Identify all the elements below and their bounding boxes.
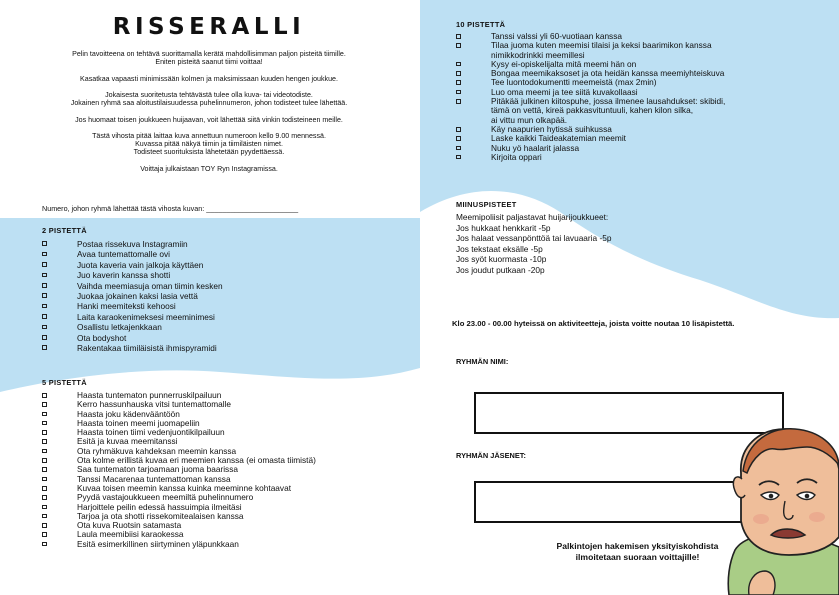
task-label: Esitä esimerkillinen siirtyminen yläpunkkaan	[77, 538, 239, 549]
minus-line: Jos joudut putkaan -20p	[456, 264, 545, 275]
prize-note	[520, 541, 755, 563]
task-label: Käy naapurien hytissä suihkussa	[491, 123, 612, 134]
checkbox[interactable]	[42, 262, 47, 267]
task-label: Harjoittele peilin edessä hassuimpia ilmeitäsi	[77, 501, 242, 512]
checkbox[interactable]	[42, 439, 47, 444]
checkbox[interactable]	[42, 532, 47, 537]
intro-line: Tästä vihosta pitää laittaa kuva annettuun numeroon kello 9.00 mennessä.	[92, 131, 326, 140]
task-label: Hanki meemiteksti kehoosi	[77, 301, 176, 312]
checkbox[interactable]	[42, 241, 47, 246]
task-label: Pitäkää julkinen kiitospuhe, jossa ilmenee lausahdukset: skibidi,	[491, 96, 726, 107]
checkbox[interactable]	[456, 80, 461, 85]
task-label: Saa tuntematon tarjoamaan juoma baarissa	[77, 464, 238, 475]
prize-line: Palkintojen hakemisen yksityiskohdista	[556, 541, 719, 551]
minus-line: Jos tekstaat eksälle -5p	[456, 243, 543, 254]
intro-line: Kasatkaa vapaasti minimissään kolmen ja maksimissaan kuuden hengen joukkue.	[80, 74, 338, 83]
task-label: Avaa tuntemattomalle ovi	[77, 249, 171, 260]
task-label: Kysy ei-opiskelijalta mitä meemi hän on	[491, 58, 637, 69]
intro-text	[30, 50, 388, 181]
checkbox[interactable]	[42, 325, 47, 330]
task-item	[456, 97, 725, 125]
five-points-list	[42, 391, 316, 549]
task-item	[42, 540, 316, 549]
checkbox[interactable]	[456, 136, 461, 141]
checkbox[interactable]	[456, 43, 461, 48]
checkbox[interactable]	[42, 486, 47, 491]
task-label: Tee luontodokumentti meemeistä (max 2min)	[491, 77, 657, 88]
checkbox[interactable]	[456, 71, 461, 76]
task-label: Tanssi valssi yli 60-vuotiaan kanssa	[491, 31, 622, 41]
checkbox[interactable]	[42, 412, 47, 417]
intro-line: Todisteet suorituksista lähetetään pyydettäessä.	[133, 148, 285, 157]
task-label: Pyydä vastajoukkueen meemiltä puhelinnumero	[77, 492, 254, 503]
task-label: Osallistu letkajenkkaan	[77, 322, 162, 333]
task-label: Ota kuva Ruotsin satamasta	[77, 520, 182, 531]
intro-line: Jokainen ryhmä saa aloitustilaisuudessa puhelinnumeron, johon todisteet tulee lähettää.	[70, 99, 348, 108]
activity-note: Klo 23.00 - 00.00 hyteissä on aktiviteetteja, joista voitte noutaa 10 lisäpistettä.	[452, 319, 735, 328]
checkbox[interactable]	[42, 514, 47, 519]
task-label-cont: tämä on vettä, kireä pakkasvituntuuli, kahen kilon silka,	[491, 105, 693, 116]
task-label: Postaa rissekuva Instagramiin	[77, 239, 188, 249]
task-label: Haasta toinen meemi juomapeliin	[77, 417, 200, 428]
task-label: Juokaa jokainen kaksi lasia vettä	[77, 291, 198, 302]
task-item	[42, 260, 223, 270]
checkbox[interactable]	[42, 458, 47, 463]
intro-line: Pelin tavoitteena on tehtävä suorittamalla kerätä mahdollisimman paljon pisteitä tiimille.	[72, 50, 346, 58]
checkbox[interactable]	[42, 467, 47, 472]
task-item	[42, 281, 223, 291]
task-item	[42, 322, 223, 332]
task-item	[456, 153, 725, 162]
task-label: Luo oma meemi ja tee siitä kuvakollaasi	[491, 86, 638, 97]
checkbox[interactable]	[456, 146, 461, 151]
task-label: Juo kaverin kanssa shotti	[77, 270, 171, 281]
task-label: Tanssi Macarenaa tuntemattoman kanssa	[77, 473, 231, 484]
checkbox[interactable]	[42, 505, 47, 510]
task-item	[42, 343, 223, 353]
checkbox[interactable]	[456, 127, 461, 132]
task-label: Kerro hassunhauska vitsi tuntemattomalle	[77, 399, 232, 410]
checkbox[interactable]	[42, 345, 47, 350]
checkbox[interactable]	[456, 62, 461, 67]
checkbox[interactable]	[42, 335, 47, 340]
checkbox[interactable]	[42, 252, 47, 257]
task-label-cont: nimikkodrinkki meemillesi	[491, 49, 585, 60]
task-label: Tilaa juoma kuten meemisi tilaisi ja keksi baarimikon kanssa	[491, 40, 712, 51]
checkbox[interactable]	[42, 314, 47, 319]
checkbox[interactable]	[42, 402, 47, 407]
task-item	[456, 41, 725, 60]
checkbox[interactable]	[42, 293, 47, 298]
checkbox[interactable]	[42, 542, 47, 547]
checkbox[interactable]	[456, 99, 461, 104]
task-label: Ota kolme erillistä kuvaa eri meemien kanssa (ei omasta tiimistä)	[77, 455, 316, 466]
task-label: Laula meemibiisi karaokessa	[77, 529, 184, 540]
task-item	[42, 291, 223, 301]
phone-number-line: Numero, johon ryhmä lähettää tästä vihosta kuvan: _______________________	[42, 204, 299, 213]
checkbox[interactable]	[42, 477, 47, 482]
task-label: Haasta tuntematon punnerruskilpailuun	[77, 390, 222, 400]
task-item	[42, 333, 223, 343]
task-label: Ota bodyshot	[77, 332, 127, 343]
five-points-heading: 5 PISTETTÄ	[42, 378, 87, 387]
task-item	[42, 270, 223, 280]
task-label: Bongaa meemikaksoset ja ota heidän kanssa meemiyhteiskuva	[491, 68, 725, 79]
intro-line: Jos huomaat toisen joukkueen huijaavan, voit lähettää siitä vinkin todisteineen meille.	[75, 115, 343, 124]
task-label: Haasta joku kädenvääntöön	[77, 408, 180, 419]
intro-line: Jokaisesta suoritetusta tehtävästä tulee olla kuva- tai videotodiste.	[105, 90, 313, 99]
task-label: Laske kaikki Taideakatemian meemit	[491, 133, 626, 144]
checkbox[interactable]	[456, 155, 461, 160]
intro-line: Voittaja julkaistaan TOY Ryn Instagramissa.	[140, 164, 278, 173]
minus-line: Jos syöt kuormasta -10p	[456, 254, 547, 265]
intro-line: Kuvassa pitää näkyä tiimin ja tiimiläisten nimet.	[135, 140, 283, 149]
checkbox[interactable]	[456, 90, 461, 95]
task-label: Laita karaokenimeksesi meeminimesi	[77, 311, 215, 322]
checkbox[interactable]	[42, 449, 47, 454]
two-points-heading: 2 PISTETTÄ	[42, 226, 87, 235]
task-label: Kuvaa toisen meemin kanssa kuinka meeminne kohtaavat	[77, 482, 291, 493]
minus-points-list	[456, 212, 611, 276]
checkbox[interactable]	[42, 304, 47, 309]
task-item	[42, 301, 223, 311]
task-label-cont: ai vittu mun olkapää.	[491, 114, 568, 125]
ten-points-list	[456, 32, 725, 162]
prize-line: ilmoitetaan suoraan voittajille!	[575, 552, 700, 562]
checkbox[interactable]	[456, 34, 461, 39]
checkbox[interactable]	[42, 393, 47, 398]
checkbox[interactable]	[42, 273, 47, 278]
two-points-list	[42, 239, 223, 353]
task-label: Tarjoa ja ota shotti rissekomitealaisen kanssa	[77, 510, 244, 521]
checkbox[interactable]	[42, 523, 47, 528]
crying-baby-meme-illustration	[725, 425, 839, 595]
checkbox[interactable]	[42, 421, 47, 426]
task-item	[42, 249, 223, 259]
checkbox[interactable]	[42, 283, 47, 288]
team-name-label: RYHMÄN NIMI:	[456, 357, 509, 366]
page-title: RISSERALLI	[112, 14, 306, 40]
minus-line: Meemipoliisit paljastavat huijarijoukkueet:	[456, 212, 609, 222]
task-item	[42, 239, 223, 249]
team-members-label: RYHMÄN JÄSENET:	[456, 451, 526, 460]
checkbox[interactable]	[42, 495, 47, 500]
ten-points-heading: 10 PISTETTÄ	[456, 20, 506, 29]
intro-line: Eniten pisteitä saanut tiimi voittaa!	[155, 58, 263, 67]
task-label: Vaihda meemiasuja oman tiimin kesken	[77, 280, 223, 291]
task-label: Nuku yö haalarit jalassa	[491, 142, 580, 153]
task-label: Ota ryhmäkuva kahdeksan meemin kanssa	[77, 445, 237, 456]
task-label: Esitä ja kuvaa meemitanssi	[77, 436, 178, 447]
minus-points-heading: MIINUSPISTEET	[456, 200, 517, 209]
task-item	[42, 312, 223, 322]
task-label: Rakentakaa tiimiläisistä ihmispyramidi	[77, 343, 217, 354]
task-label: Juota kaveria vain jalkoja käyttäen	[77, 259, 204, 270]
task-label: Kirjoita oppari	[491, 151, 542, 162]
task-label: Haasta toinen tiimi vedenjuontikilpailuun	[77, 427, 225, 438]
minus-line: Jos halaat vessanpönttöä tai lavuaaria -5p	[456, 233, 612, 244]
checkbox[interactable]	[42, 430, 47, 435]
minus-line: Jos hukkaat henkkarit -5p	[456, 222, 551, 233]
